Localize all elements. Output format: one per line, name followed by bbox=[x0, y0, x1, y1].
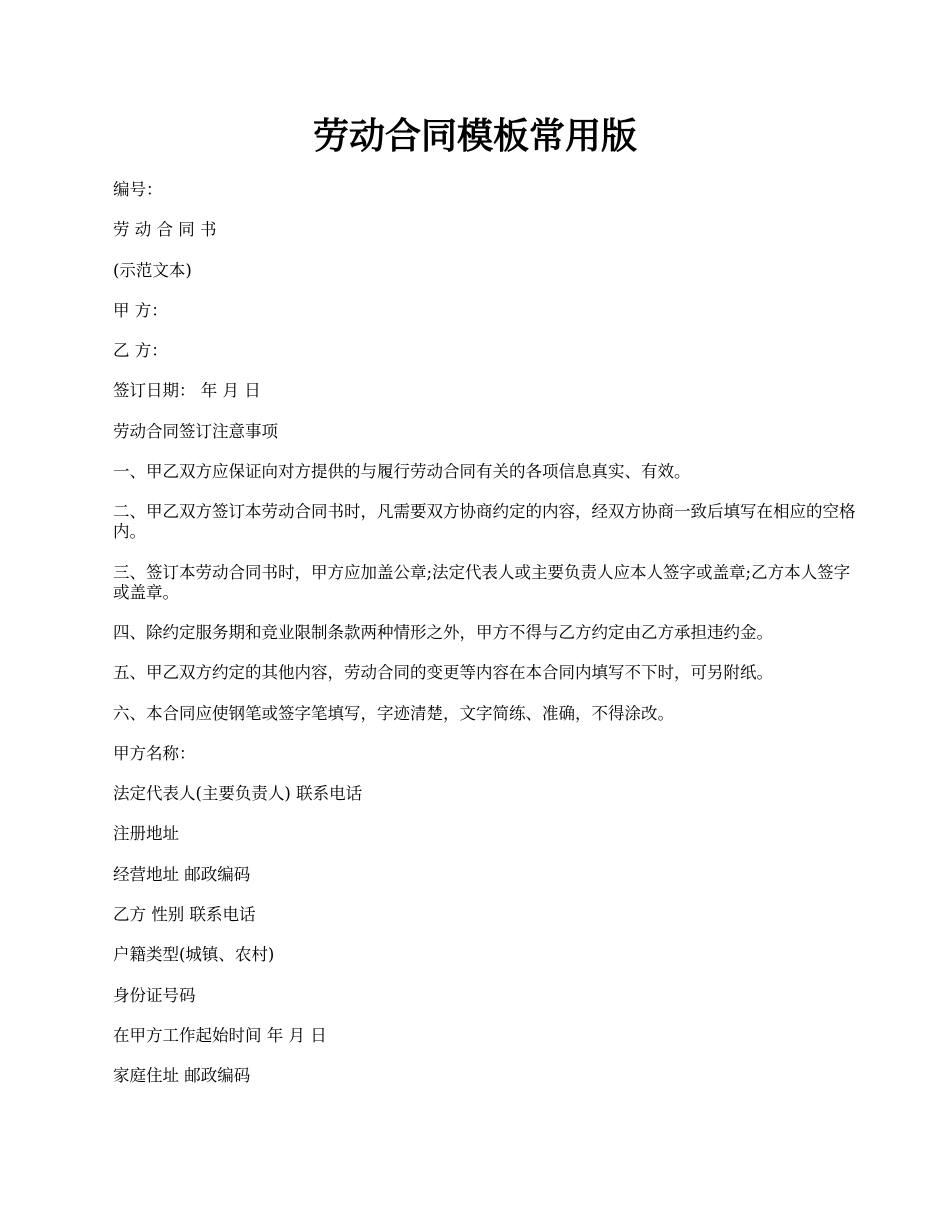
note-item-4: 四、除约定服务期和竞业限制条款两种情形之外，甲方不得与乙方约定由乙方承担违约金。 bbox=[113, 622, 773, 642]
note-item-5: 五、甲乙双方约定的其他内容，劳动合同的变更等内容在本合同内填写不下时，可另附纸。 bbox=[113, 663, 773, 683]
party-a-label: 甲 方： bbox=[113, 300, 168, 320]
party-b-label: 乙 方： bbox=[113, 341, 168, 361]
note-item-2: 二、甲乙双方签订本劳动合同书时，凡需要双方协商约定的内容，经双方协商一致后填写在相应的空格内。 bbox=[113, 502, 856, 542]
note-item-6: 六、本合同应使钢笔或签字笔填写，字迹清楚，文字简练、准确，不得涂改。 bbox=[113, 703, 674, 723]
party-a-name-field: 甲方名称： bbox=[113, 743, 196, 763]
note-item-3: 三、签订本劳动合同书时，甲方应加盖公章;法定代表人或主要负责人应本人签字或盖章;乙方本人签字或盖章。 bbox=[113, 562, 851, 602]
start-date-field: 在甲方工作起始时间 年 月 日 bbox=[113, 1025, 327, 1045]
id-number-field: 身份证号码 bbox=[113, 985, 196, 1005]
business-address-field: 经营地址 邮政编码 bbox=[113, 864, 251, 884]
party-b-info-field: 乙方 性别 联系电话 bbox=[113, 905, 256, 925]
signing-date-label: 签订日期： 年 月 日 bbox=[113, 381, 261, 401]
home-address-field: 家庭住址 邮政编码 bbox=[113, 1066, 251, 1086]
sample-text-note: (示范文本) bbox=[113, 260, 192, 280]
note-item-1: 一、甲乙双方应保证向对方提供的与履行劳动合同有关的各项信息真实、有效。 bbox=[113, 462, 691, 482]
document-title: 劳动合同模板常用版 bbox=[312, 115, 637, 157]
contract-heading: 劳 动 合 同 书 bbox=[113, 220, 217, 240]
legal-rep-field: 法定代表人(主要负责人) 联系电话 bbox=[113, 784, 363, 804]
document-body bbox=[113, 180, 858, 1107]
registered-address-field: 注册地址 bbox=[113, 824, 179, 844]
serial-number-label: 编号： bbox=[113, 180, 163, 199]
notes-heading: 劳动合同签订注意事项 bbox=[113, 421, 278, 441]
household-type-field: 户籍类型(城镇、农村) bbox=[113, 945, 275, 965]
